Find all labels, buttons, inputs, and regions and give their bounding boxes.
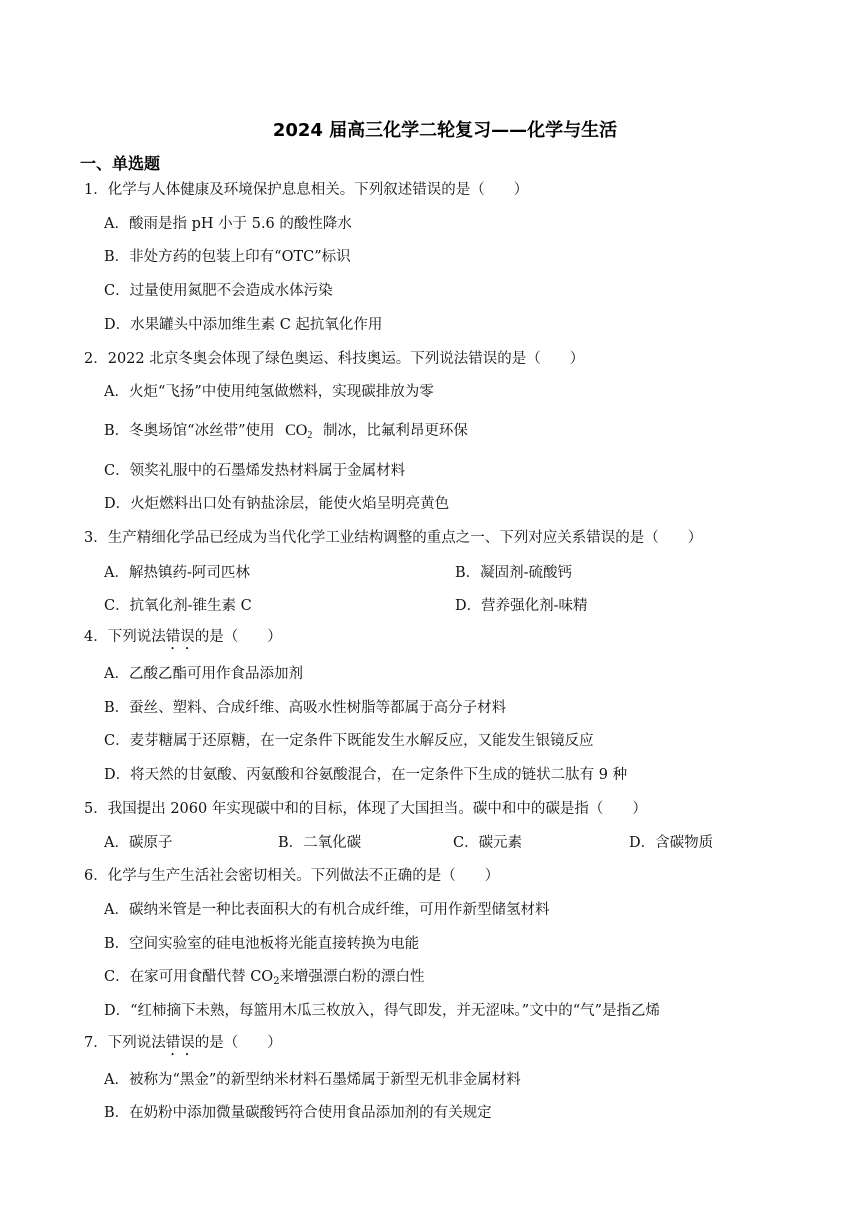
question-3-option-a: A．解热镇药-阿司匹林	[104, 565, 250, 581]
question-4-option-c: C．麦芽糖属于还原糖，在一定条件下既能发生水解反应，又能发生银镜反应	[104, 733, 594, 749]
question-2-stem: 2．2022 北京冬奥会体现了绿色奥运、科技奥运。下列说法错误的是（ ）	[84, 351, 585, 367]
question-3-option-d: D．营养强化剂-味精	[455, 598, 588, 614]
question-4-option-d: D．将天然的甘氨酸、丙氨酸和谷氨酸混合，在一定条件下生成的链状二肽有 9 种	[104, 767, 628, 783]
question-4-stem: 4．下列说法错误的是（ ）	[84, 629, 282, 645]
emphasis-text: 错误	[165, 1035, 195, 1051]
question-6-stem: 6．化学与生产生活社会密切相关。下列做法不正确的是（ ）	[84, 868, 500, 884]
question-1-option-a: A．酸雨是指 pH 小于 5.6 的酸性降水	[104, 216, 352, 232]
question-2-option-b-text-end: 制冰，比氟利昂更环保	[322, 423, 468, 439]
question-1-option-b: B．非处方药的包装上印有“OTC”标识	[104, 249, 351, 265]
co2-formula: $CO_2$	[285, 422, 313, 441]
question-5-option-b: B．二氧化碳	[278, 835, 362, 851]
question-5-option-c: C．碳元素	[453, 835, 523, 851]
emphasis-text: 错误	[165, 629, 195, 645]
question-6-option-c: C．在家可用食醋代替 $CO_2$来增强漂白粉的漂白性	[104, 969, 425, 987]
section-heading: 一、单选题	[80, 154, 161, 173]
question-7-option-b: B．在奶粉中添加微量碳酸钙符合使用食品添加剂的有关规定	[104, 1105, 492, 1121]
question-5-option-d: D．含碳物质	[629, 835, 714, 851]
question-1-stem: 1．化学与人体健康及环境保护息息相关。下列叙述错误的是（ ）	[84, 182, 529, 198]
question-3-option-c: C．抗氧化剂-锥生素 C	[104, 598, 252, 614]
question-2-option-b-text: B．冬奥场馆“冰丝带”使用	[104, 423, 275, 439]
question-3-option-b: B．凝固剂-硫酸钙	[455, 565, 573, 581]
question-4-option-a: A．乙酸乙酯可用作食品添加剂	[104, 666, 303, 682]
question-2-option-b	[104, 421, 468, 446]
question-6-option-d: D．“红柿摘下未熟，每篮用木瓜三枚放入，得气即发，并无涩味。”文中的“气”是指乙烯	[104, 1003, 661, 1019]
question-2-option-a: A．火炬“飞扬”中使用纯氢做燃料，实现碳排放为零	[104, 384, 434, 400]
question-4-option-b: B．蚕丝、塑料、合成纤维、高吸水性树脂等都属于高分子材料	[104, 700, 507, 716]
question-7-stem: 7．下列说法错误的是（ ）	[84, 1035, 282, 1051]
page-title: 2024 届高三化学二轮复习——化学与生活	[272, 120, 618, 141]
question-5-stem: 5．我国提出 2060 年实现碳中和的目标，体现了大国担当。碳中和中的碳是指（ ）	[84, 801, 647, 817]
question-2-option-d: D．火炬燃料出口处有钠盐涂层，能使火焰呈明亮黄色	[104, 496, 450, 512]
question-6-option-a: A．碳纳米管是一种比表面积大的有机合成纤维，可用作新型储氢材料	[104, 902, 550, 918]
question-7-option-a: A．被称为“黑金”的新型纳米材料石墨烯属于新型无机非金属材料	[104, 1072, 521, 1088]
question-3-stem: 3．生产精细化学品已经成为当代化学工业结构调整的重点之一、下列对应关系错误的是（ ）	[84, 530, 703, 546]
question-1-option-c: C．过量使用氮肥不会造成水体污染	[104, 283, 333, 299]
question-1-option-d: D．水果罐头中添加维生素 C 起抗氧化作用	[104, 317, 383, 333]
question-6-option-b: B．空间实验室的硅电池板将光能直接转换为电能	[104, 936, 420, 952]
question-2-option-c: C．领奖礼服中的石墨烯发热材料属于金属材料	[104, 463, 406, 479]
question-5-option-a: A．碳原子	[104, 835, 173, 851]
